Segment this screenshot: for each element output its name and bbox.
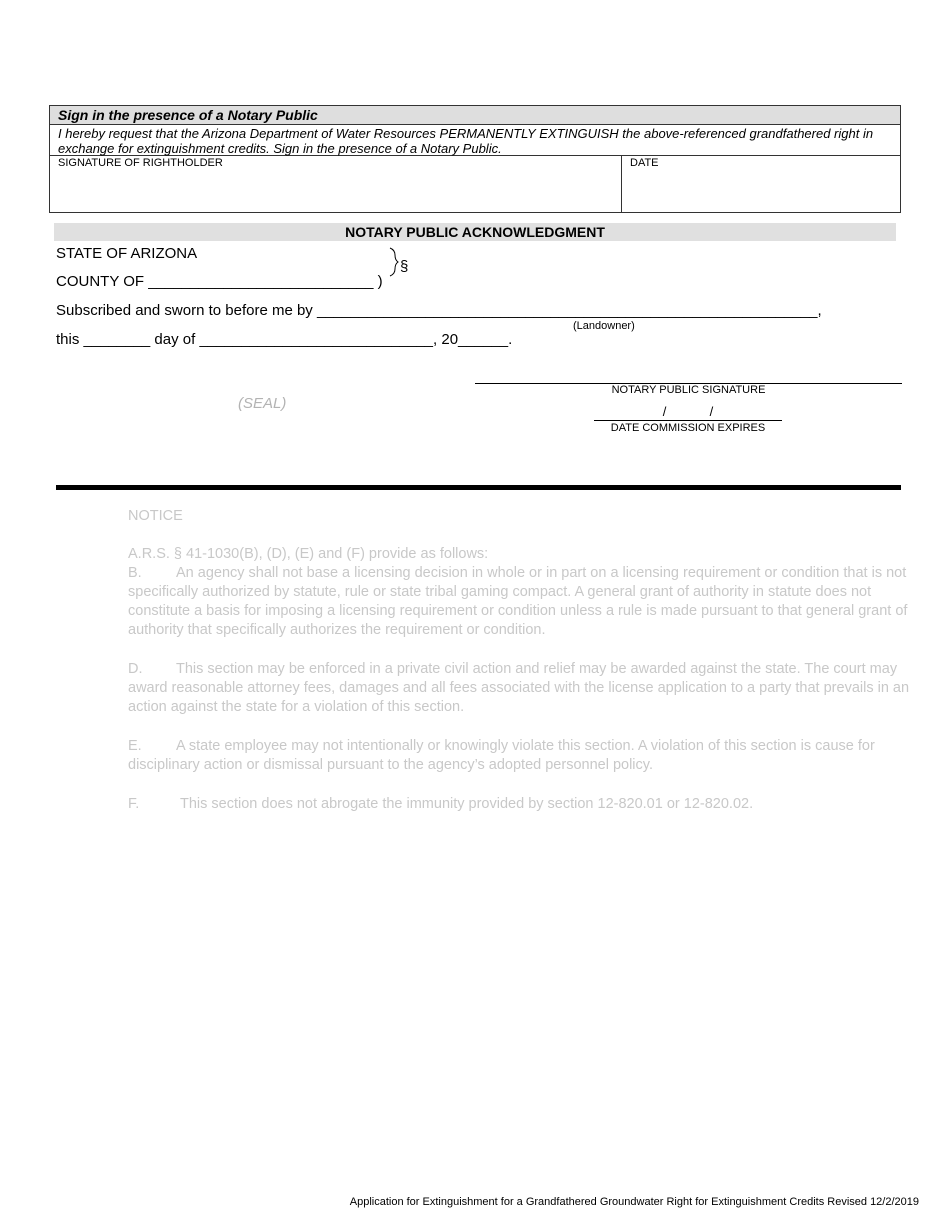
notice-intro: A.R.S. § 41-1030(B), (D), (E) and (F) provide as follows: <box>128 546 489 562</box>
notice-paragraph: B. An agency shall not base a licensing decision in whole or in part on a licensing requirement or condition that is not specifically authorized by statute, rule or state tribal gaming compact. A general grant of authority in statute does not constitute a basis for imposing a licensing requirement or condition unless a rule is made pursuant to that general grant of authority that specifically authorizes the requirement or condition. <box>128 565 908 638</box>
notice-heading: NOTICE <box>128 508 183 524</box>
notice-body <box>128 545 923 814</box>
signature-statement: I hereby request that the Arizona Department of Water Resources PERMANENTLY EXTINGUISH the above-referenced grandfathered right in exchange for extinguishment credits. Sign in the presence of a Notary Public. <box>50 125 900 156</box>
page-footer: Application for Extinguishment for a Grandfathered Groundwater Right for Extinguishment Credits Revised 12/2/2019 <box>349 1196 919 1208</box>
signature-box <box>49 105 901 213</box>
rightholder-signature-label: SIGNATURE OF RIGHTHOLDER <box>58 157 223 169</box>
commission-date-line <box>594 420 782 421</box>
subscribed-line[interactable]: Subscribed and sworn to before me by ____________________________________________________________, <box>56 302 822 319</box>
notary-title: NOTARY PUBLIC ACKNOWLEDGMENT <box>54 223 896 241</box>
landowner-label: (Landowner) <box>573 320 635 332</box>
section-symbol: § <box>400 258 409 275</box>
notary-signature-label: NOTARY PUBLIC SIGNATURE <box>611 384 766 396</box>
signature-header: Sign in the presence of a Notary Public <box>50 106 900 125</box>
signature-date-label: DATE <box>630 157 659 169</box>
notice-paragraph: F. This section does not abrogate the immunity provided by section 12-820.01 or 12-820.02. <box>128 796 754 812</box>
notice-paragraph: E. A state employee may not intentionally or knowingly violate this section. A violation of this section is cause for disciplinary action or dismissal pursuant to the agency’s adopted personnel policy. <box>128 738 875 773</box>
rightholder-signature-field[interactable] <box>50 156 622 212</box>
signature-date-field[interactable] <box>622 156 900 212</box>
county-line[interactable]: COUNTY OF ___________________________ ) <box>56 273 383 290</box>
state-line: STATE OF ARIZONA <box>56 245 198 262</box>
commission-date-slashes[interactable]: / / <box>662 404 714 419</box>
notice-paragraph: D. This section may be enforced in a private civil action and relief may be awarded against the state. The court may award reasonable attorney fees, damages and all fees associated with the license application to a party that prevails in an action against the state for a violation of this section. <box>128 661 910 715</box>
notary-date-line[interactable]: this ________ day of ____________________________, 20______. <box>56 331 513 348</box>
section-divider <box>56 485 901 490</box>
seal-label: (SEAL) <box>238 395 287 412</box>
commission-label: DATE COMMISSION EXPIRES <box>610 422 766 434</box>
brace-icon <box>386 246 400 278</box>
